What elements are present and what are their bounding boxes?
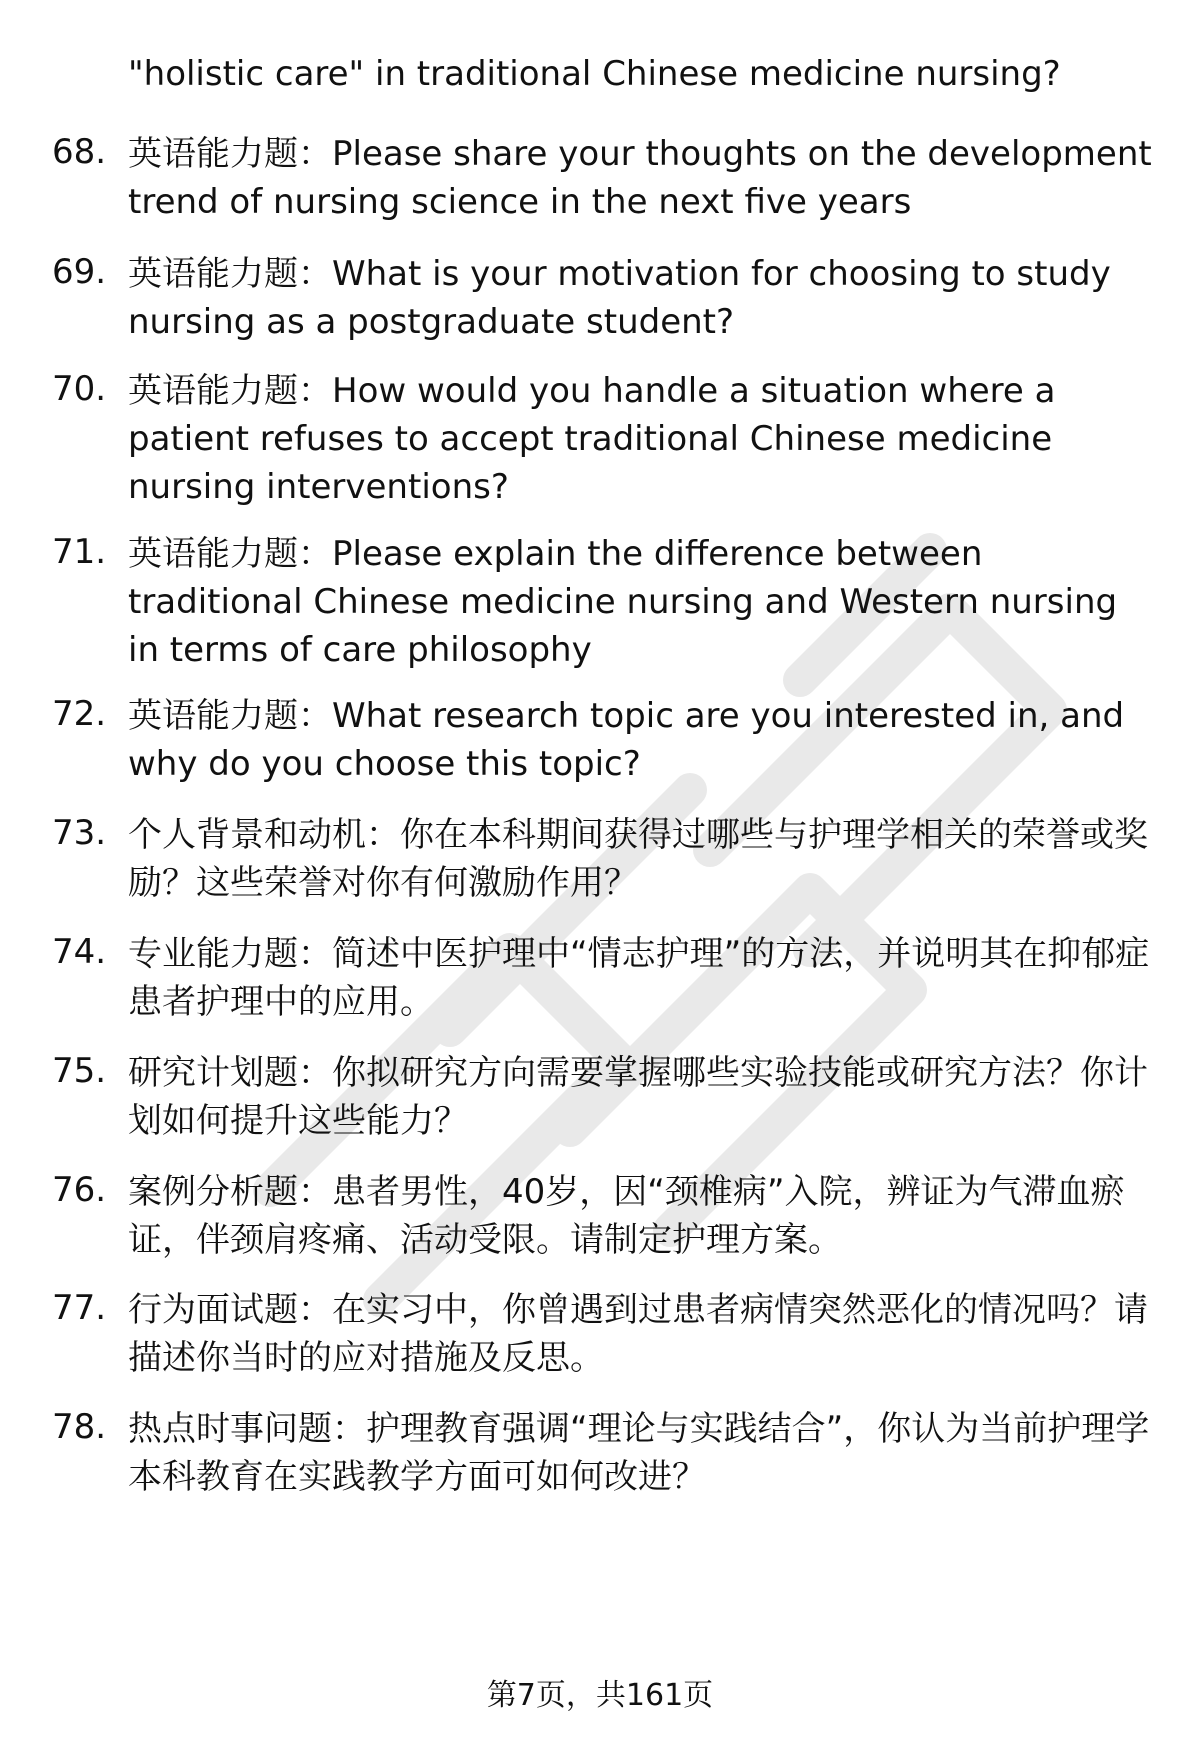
question-text: 英语能力题：What is your motivation for choosing to study nursing as a postgraduate student?: [128, 254, 1111, 342]
question-number: 71.: [52, 532, 107, 572]
question-text: 研究计划题：你拟研究方向需要掌握哪些实验技能或研究方法？你计划如何提升这些能力？: [128, 1053, 1148, 1141]
question-text: 英语能力题：What research topic are you interested in, and why do you choose this topic?: [128, 696, 1125, 784]
question-text: 个人背景和动机：你在本科期间获得过哪些与护理学相关的荣誉或奖励？这些荣誉对你有何激励作用？: [128, 815, 1148, 903]
question-text: 行为面试题：在实习中，你曾遇到过患者病情突然恶化的情况吗？请描述你当时的应对措施及反思。: [128, 1290, 1148, 1378]
question-number: 78.: [52, 1407, 107, 1447]
page-number: 第7页，共161页: [486, 1678, 714, 1713]
question-number: 72.: [52, 694, 107, 734]
question-text: 英语能力题：How would you handle a situation where a patient refuses to accept traditional Chinese medicine nursing interventions?: [128, 371, 1056, 507]
question-number: 75.: [52, 1051, 107, 1091]
question-number: 73.: [52, 813, 107, 853]
question-number: 70.: [52, 369, 107, 409]
question-text: 案例分析题：患者男性，40岁，因“颈椎病”入院，辨证为气滞血瘀证，伴颈肩疼痛、活动受限。请制定护理方案。: [128, 1172, 1125, 1260]
question-text: 英语能力题：Please share your thoughts on the development trend of nursing science in the next five years: [128, 134, 1152, 222]
question-number: 74.: [52, 932, 107, 972]
question-number: 69.: [52, 252, 107, 292]
question-text: 热点时事问题：护理教育强调“理论与实践结合”，你认为当前护理学本科教育在实践教学方面可如何改进？: [128, 1409, 1150, 1497]
question-text: 专业能力题：简述中医护理中“情志护理”的方法，并说明其在抑郁症患者护理中的应用。: [128, 934, 1150, 1022]
question-number: 77.: [52, 1288, 107, 1328]
question-number: 68.: [52, 132, 107, 172]
question-number: 76.: [52, 1170, 107, 1210]
question-text: 英语能力题：Please explain the difference between traditional Chinese medicine nursing and Western nursing in terms of care philosophy: [128, 534, 1118, 670]
continued-question-line: "holistic care" in traditional Chinese medicine nursing?: [128, 54, 1061, 94]
